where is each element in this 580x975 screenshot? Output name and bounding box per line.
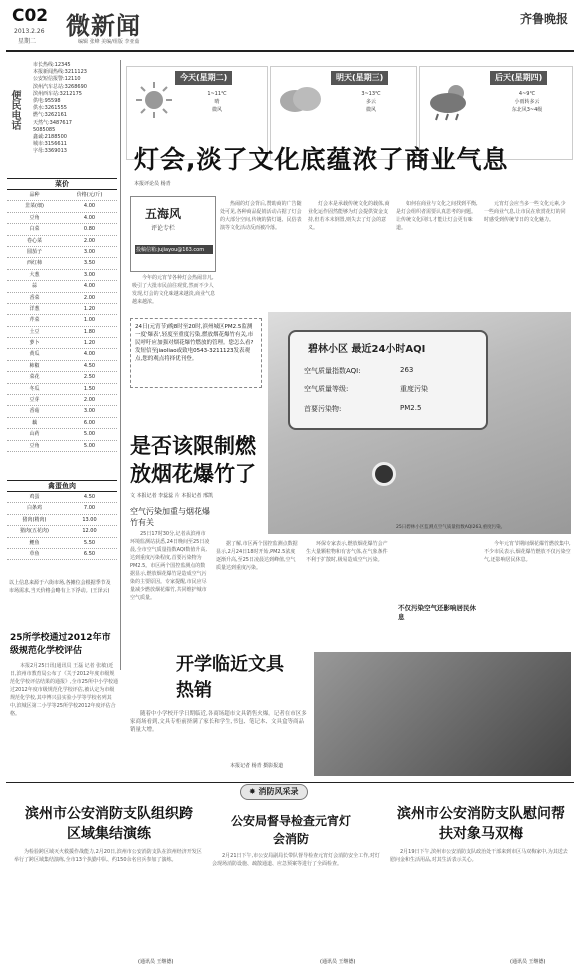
item-name: 卷心菜 bbox=[26, 237, 42, 244]
phone-entry: 鑫诚:2188500 bbox=[33, 134, 67, 141]
item-price: 4.00 bbox=[83, 351, 96, 358]
item-price: 12.00 bbox=[82, 528, 97, 535]
item-name: 山药 bbox=[29, 431, 40, 438]
item-name: 萝卜 bbox=[29, 340, 40, 347]
item-price: 5.50 bbox=[83, 539, 96, 546]
item-price: 4.00 bbox=[83, 203, 96, 210]
item-name: 香菇 bbox=[29, 408, 40, 415]
phone-entry: 本报新闻热线:3211123 bbox=[33, 69, 87, 76]
table-row bbox=[7, 293, 117, 304]
table-row bbox=[7, 338, 117, 349]
table-row bbox=[7, 236, 117, 247]
item-price: 2.00 bbox=[83, 237, 96, 244]
item-name: 豆角 bbox=[29, 214, 40, 221]
weather-today-desc: 晴 bbox=[214, 99, 220, 105]
commentary-col-5: 元宵灯会应当多一些文化元素,少一些商业气息,让市民在欣赏花灯的同时感受到传统节日的文化魅力。 bbox=[484, 201, 566, 223]
item-name: 藕 bbox=[31, 419, 37, 426]
table-row bbox=[7, 372, 117, 383]
item-price: 1.20 bbox=[83, 305, 96, 312]
table-row bbox=[7, 384, 117, 395]
price-note: 以上信息来源于六街市场,各摊位会根据季节及市场需求,当天价格会略有上下浮动。(王泽云) bbox=[9, 580, 111, 594]
item-name: 菜花 bbox=[29, 374, 40, 381]
item-price: 6.00 bbox=[83, 419, 96, 426]
item-price: 7.00 bbox=[83, 505, 96, 512]
aqi-row-label: 空气质量等级: bbox=[304, 385, 349, 393]
supplies-byline: 本报记者 杨青 摄影报道 bbox=[230, 763, 284, 769]
weather-after-tab: 后天(星期四) bbox=[490, 71, 547, 85]
phone-entry: 5085085 bbox=[33, 126, 56, 133]
table-row bbox=[7, 361, 117, 372]
cloud-icon bbox=[277, 81, 323, 115]
fire-article-3-body: 2月19日下午,滨州市公安消防支队政治处干部来到市区马双梅家中,为其送去慰问金和生活用品,对其生活表示关心。 bbox=[390, 849, 568, 863]
item-name: 圆茄子 bbox=[26, 248, 42, 255]
commentary-col-1: 今年的元宵节各种灯会热闹非凡,吸引了大批市民前往观赏,然而不少人发现,灯会的文化味越来越淡,商业气息越来越浓。 bbox=[132, 275, 216, 305]
table-row bbox=[7, 201, 117, 212]
aqi-row-value: 263 bbox=[400, 366, 414, 374]
rain-cloud-icon bbox=[426, 81, 472, 121]
table-row bbox=[7, 538, 117, 549]
table-row bbox=[7, 429, 117, 440]
aqi-caption: 25日碧林小区监测点空气质量指数AQI263,重度污染。 bbox=[396, 525, 506, 530]
table-row bbox=[7, 247, 117, 258]
sms-box bbox=[130, 318, 262, 388]
noise-subhead: 不仅污染空气还影响居民休息 bbox=[398, 604, 476, 621]
phone-entry: 滨州汽车总站:3268690 bbox=[33, 83, 87, 90]
fireworks-byline: 文 本报记者 李蕊蕊 片 本报记者 邢凯 bbox=[130, 493, 213, 499]
table-row bbox=[7, 258, 117, 269]
item-price: 3.50 bbox=[83, 260, 96, 267]
table-row bbox=[7, 349, 117, 360]
item-price: 5.00 bbox=[83, 431, 96, 438]
issue-weekday: 星期二 bbox=[18, 38, 37, 45]
weather-tomorrow-wind: 微风 bbox=[365, 107, 376, 113]
item-price: 4.50 bbox=[83, 362, 96, 369]
phone-entry: 字母:3369013 bbox=[33, 148, 67, 155]
item-name: 洋葱 bbox=[29, 305, 40, 312]
sms-text: 24日(元宵节)晚8时至20时,滨州城区PM2.5监测一度'爆表',轻度至重度污染,燃放烟花爆竹有关,市民呼吁应加强对烟花爆竹燃放的管理。您怎么看?发短信至jiaoliao或致电0543-3211123发表观点,您的观点将择优刊登。 bbox=[135, 324, 254, 362]
fire-article-1-title: 滨州市公安消防支队组织跨区域集结演练 bbox=[25, 806, 193, 842]
aqi-row-label: 首要污染物: bbox=[304, 405, 342, 413]
item-price: 3.00 bbox=[83, 408, 96, 415]
table-row bbox=[7, 395, 117, 406]
item-name: 韭菜(细) bbox=[25, 203, 44, 210]
phone-entry: 燃气:3262161 bbox=[33, 112, 67, 119]
flame-icon: ✸ bbox=[249, 787, 256, 796]
item-name: 鲤鱼 bbox=[29, 539, 40, 546]
item-name: 蒜 bbox=[31, 283, 37, 290]
editor-credits: 编辑 张峰 美编/组版 李亚茹 bbox=[78, 39, 140, 45]
item-price: 2.00 bbox=[83, 397, 96, 404]
item-name: 香菜 bbox=[29, 294, 40, 301]
fire-article-3-byline: (通讯员 王继德) bbox=[510, 959, 546, 965]
supplies-body: 随着中小学校开学日期临近,各商场超市文具销售火爆。记者在市区多家商场看到,文具专柜前挤满了家长和学生,书包、笔记本、文具盒等商品销量大增。 bbox=[130, 711, 307, 733]
aqi-title: 碧林小区 最近24小时AQI bbox=[308, 344, 426, 355]
item-name: 柿椒 bbox=[29, 362, 40, 369]
item-name: 大葱 bbox=[29, 271, 40, 278]
fire-article-2-body: 2月21日下午,市公安局副局长带队督导检查元宵灯会消防安全工作,对灯会现场消防设施、疏散通道、应急预案等进行了全面检查。 bbox=[212, 853, 380, 867]
item-price: 4.00 bbox=[83, 214, 96, 221]
fireworks-subhead: 空气污染加重与烟花爆竹有关 bbox=[130, 507, 210, 527]
item-price: 1.80 bbox=[83, 328, 96, 335]
table-row bbox=[7, 441, 117, 452]
weather-today-temp: 1~11℃ bbox=[207, 91, 227, 97]
table-row bbox=[7, 406, 117, 417]
weather-today-tab: 今天(星期二) bbox=[175, 71, 232, 85]
item-price: 0.80 bbox=[83, 226, 96, 233]
table-row bbox=[7, 515, 117, 526]
weather-after-desc: 小雨转多云 bbox=[514, 99, 540, 105]
table-row bbox=[7, 503, 117, 514]
aqi-row-value: PM2.5 bbox=[400, 404, 422, 412]
column-contact: 投稿信箱:jujiayou@163.com bbox=[135, 245, 213, 254]
fire-article-1-byline: (通讯员 王继德) bbox=[138, 959, 174, 965]
phone-entry: 市长热线:12345 bbox=[33, 62, 71, 68]
item-price: 2.50 bbox=[83, 374, 96, 381]
issue-date: 2013.2.26 bbox=[14, 28, 45, 35]
fire-article-2-title: 公安局督导检查元宵灯会消防 bbox=[230, 814, 351, 846]
table-row bbox=[7, 281, 117, 292]
item-price: 1.50 bbox=[83, 385, 96, 392]
column-box bbox=[130, 196, 216, 272]
fire-article-3-title: 滨州市公安消防支队慰问帮扶对象马双梅 bbox=[397, 806, 565, 842]
newspaper-logo: 齐鲁晚报 bbox=[519, 12, 568, 26]
column-tag: 评论专栏 bbox=[151, 225, 176, 232]
item-name: 白条鸡 bbox=[26, 505, 42, 512]
phone-list bbox=[33, 62, 117, 156]
table-row bbox=[7, 549, 117, 560]
item-name: 草鱼 bbox=[29, 550, 40, 557]
table-row bbox=[7, 526, 117, 537]
fireworks-col-2: 据了解,市区两个国控监测点数据显示,2月24日18时开始,PM2.5浓度逐渐升高,至25日凌晨达到峰值,空气质量达到重度污染。 bbox=[216, 541, 298, 571]
commentary-col-4: 如何在商业与文化之间找到平衡,是灯会组织者需要认真思考的问题。让传统文化回归,才能让灯会更有味道。 bbox=[396, 201, 478, 231]
item-name: 白菜 bbox=[29, 226, 40, 233]
fireworks-headline: 是否该限制燃放烟花爆竹了 bbox=[130, 434, 256, 486]
fireworks-col-1: 25日17时30分,记者从滨州市环境监测站获悉,24日晚间至25日凌晨,全市空气质量指数AQI数值升高,达到重度污染程度,首要污染物为PM2.5。市区两个国控监测点的数据显示,燃放烟花爆竹是造成空气污染的主要原因。专家提醒,市民应尽量减少燃放烟花爆竹,共同维护城市空气质量。 bbox=[130, 531, 210, 601]
item-name: 黄瓜 bbox=[29, 351, 40, 358]
section-title: 微新闻 bbox=[66, 12, 141, 40]
supplies-headline: 开学临近文具热销 bbox=[176, 654, 284, 701]
item-price: 1.20 bbox=[83, 340, 96, 347]
fire-banner: ✸ 消防风采录 bbox=[240, 784, 308, 800]
commentary-col-2: 热闹的灯会背后,赞助商的广告随处可见,各种商品促销活动占据了灯会的大部分空间,传统的猜灯谜、民俗表演等文化活动反而被冷落。 bbox=[220, 201, 302, 231]
meat-price-table bbox=[7, 492, 117, 560]
table-row bbox=[7, 270, 117, 281]
table-row bbox=[7, 304, 117, 315]
item-price: 5.00 bbox=[83, 442, 96, 449]
sun-icon bbox=[135, 81, 173, 119]
column-name: 五海风 bbox=[145, 207, 182, 221]
fireworks-col-3: 环保专家表示,燃放烟花爆竹会产生大量颗粒物和有害气体,在气象条件不利于扩散时,极易造成空气污染。 bbox=[306, 541, 388, 563]
table-row bbox=[7, 213, 117, 224]
table-row bbox=[7, 327, 117, 338]
weather-tomorrow-temp: 3~13℃ bbox=[361, 91, 381, 97]
item-name: 豆角 bbox=[29, 442, 40, 449]
item-price: 6.50 bbox=[83, 550, 96, 557]
weather-today-wind: 微风 bbox=[211, 107, 222, 113]
weather-tomorrow-desc: 多云 bbox=[365, 99, 376, 105]
weather-after-wind: 东北风3~4级 bbox=[511, 107, 543, 113]
item-price: 4.50 bbox=[83, 494, 96, 500]
sidebar bbox=[7, 60, 117, 720]
school-headline: 25所学校通过2012年市级规范化学校评估 bbox=[10, 633, 111, 656]
item-name: 猪肉(精肉) bbox=[22, 516, 47, 523]
school-article: 本报2月25日讯(通讯员 王磊 记者 张敏)近日,滨州市教育局公布了《关于2012年度市级规范化学校评估结果的通报》,全市25所中小学校通过2012年度市级规范化学校评估,被认定为市级规范化学校,其中博兴县实验小学等学校名列其中,滨城区第二小学等25所学校2012年度评估合格。 bbox=[10, 663, 118, 717]
item-name: 土豆 bbox=[29, 328, 40, 335]
weather-after-temp: 4~9℃ bbox=[518, 91, 536, 97]
phone-entry: 公安短信报警:12110 bbox=[33, 76, 81, 83]
veg-price-table bbox=[7, 190, 117, 452]
item-price: 4.00 bbox=[83, 283, 96, 290]
phone-entry: 供水:3261555 bbox=[33, 105, 67, 112]
phone-entry: 城市:3156611 bbox=[33, 141, 67, 148]
item-name: 冬瓜 bbox=[29, 385, 40, 392]
item-price: 13.00 bbox=[82, 516, 97, 523]
item-name: 豆芽 bbox=[29, 397, 40, 404]
map-marker bbox=[372, 462, 396, 486]
meat-price-title: 禽蛋鱼肉 bbox=[7, 480, 117, 492]
aqi-row-value: 重度污染 bbox=[400, 385, 428, 393]
table-row bbox=[7, 492, 117, 503]
headline-byline: 本报评论员 杨青 bbox=[134, 181, 171, 187]
commentary-col-3: 灯会本是承载传统文化的载体,商业化运作固然能够为灯会提供资金支持,但若本末倒置,则失去了灯会的意义。 bbox=[308, 201, 390, 231]
phone-entry: 滨州西车站:3212175 bbox=[33, 90, 82, 97]
aqi-row-label: 空气质量指数AQI: bbox=[304, 367, 361, 375]
fire-article-1-body: 为检验跨区域灭火救援作战能力,2月20日,滨州市公安消防支队在滨州经济开发区举行了跨区域集结演练,全市13个执勤中队、约150余名官兵参加了演练。 bbox=[14, 849, 202, 863]
item-price: 3.00 bbox=[83, 248, 96, 255]
item-price: 3.00 bbox=[83, 271, 96, 278]
main-headline: 灯会,淡了文化底蕴浓了商业气息 bbox=[134, 145, 509, 174]
phone-entry: 天然气:3487617 bbox=[33, 119, 72, 126]
item-price: 2.00 bbox=[83, 294, 96, 301]
item-name: 西红柿 bbox=[26, 260, 42, 267]
table-row bbox=[7, 224, 117, 235]
table-header: 品种 价格(元/斤) bbox=[7, 190, 117, 201]
supplies-photo bbox=[314, 652, 571, 776]
table-row bbox=[7, 418, 117, 429]
aqi-panel bbox=[288, 330, 488, 430]
phone-entry: 供电:95598 bbox=[33, 98, 61, 105]
table-row bbox=[7, 315, 117, 326]
sidebar-title: 便民电话 bbox=[9, 90, 20, 130]
fire-article-2-byline: (通讯员 王继德) bbox=[320, 959, 356, 965]
item-name: 芹菜 bbox=[29, 317, 40, 324]
item-name: 猪肉(五花肉) bbox=[20, 528, 49, 535]
weather-tomorrow-tab: 明天(星期三) bbox=[331, 71, 388, 85]
item-name: 鸡蛋 bbox=[29, 494, 40, 500]
page-number: C02 bbox=[12, 6, 49, 26]
fireworks-col-4: 今年元宵节期间烟花爆竹燃放集中,不少市民表示,烟花爆竹燃放不仅污染空气,还影响居民休息。 bbox=[484, 541, 571, 563]
veg-price-title: 菜价 bbox=[7, 178, 117, 190]
item-price: 1.00 bbox=[83, 317, 96, 324]
